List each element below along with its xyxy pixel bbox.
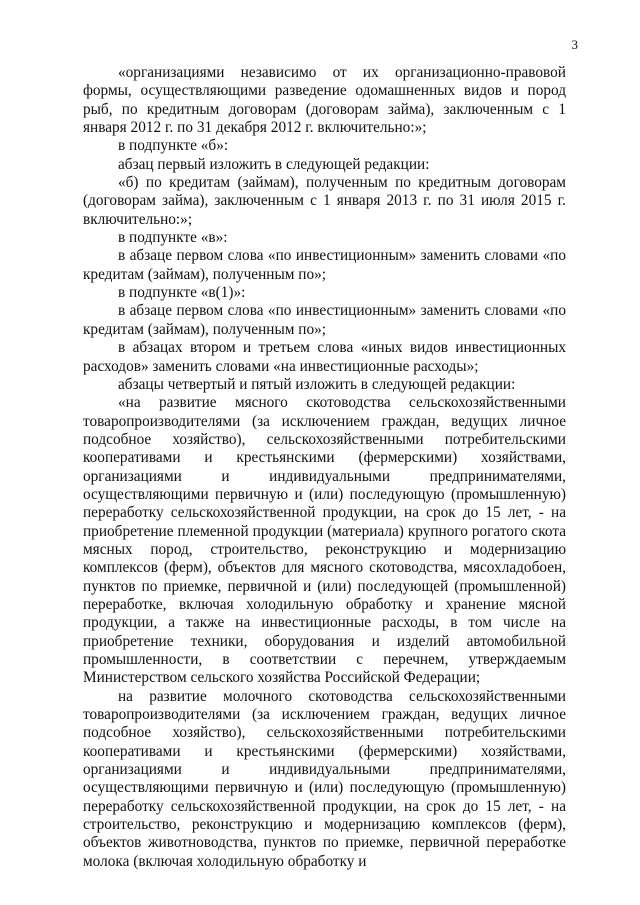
paragraph: «б) по кредитам (займам), полученным по кредитным договорам (договорам займа), заключенным с 1 января 2013 г. по 31 июля 2015 г. включительно:»; (83, 174, 566, 228)
paragraph: «организациями независимо от их организационно-правовой формы, осуществляющими разведение одомашненных видов и пород рыб, по кредитным договорам (договорам займа), заключенным с 1 января 2012 г. по 31 декабря 2012 г. включительно:»; (83, 64, 566, 137)
paragraph: в абзаце первом слова «по инвестиционным» заменить словами «по кредитам (займам), полученным по»; (83, 302, 566, 338)
paragraph: в абзацах втором и третьем слова «иных видов инвестиционных расходов» заменить словами «на инвестиционные расходы»; (83, 339, 566, 375)
paragraph: абзацы четвертый и пятый изложить в следующей редакции: (118, 375, 516, 393)
paragraph: в подпункте «б»: (118, 137, 229, 155)
paragraph: в абзаце первом слова «по инвестиционным» заменить словами «по кредитам (займам), полученным по»; (83, 247, 566, 283)
body-text (83, 64, 566, 871)
paragraph: «на развитие мясного скотоводства сельскохозяйственными товаропроизводителями (за исключением граждан, ведущих личное подсобное хозяйство), сельскохозяйственными потребительскими кооперативами и крестьянскими (фермерскими) хозяйствами, организациями и индивидуальными предпринимателями, осуществляющими первичную и (или) последующую (промышленную) переработку сельскохозяйственной продукции, на срок до 15 лет, - на приобретение племенной продукции (материала) крупного рогатого скота мясных пород, строительство, реконструкцию и модернизацию комплексов (ферм), объектов для мясного скотоводства, мясохладобоен, пунктов по приемке, первичной и (или) последующей (промышленной) переработке, включая холодильную обработку и хранение мясной продукции, а также на инвестиционные расходы, в том числе на приобретение техники, оборудования и изделий автомобильной промышленности, в соответствии с перечнем, утверждаемым Министерством сельского хозяйства Российской Федерации; (83, 394, 566, 687)
paragraph: абзац первый изложить в следующей редакции: (118, 155, 430, 173)
paragraph: в подпункте «в»: (118, 229, 228, 247)
page-number: 3 (571, 37, 578, 52)
paragraph: в подпункте «в(1)»: (118, 284, 246, 302)
paragraph: на развитие молочного скотоводства сельскохозяйственными товаропроизводителями (за исключением граждан, ведущих личное подсобное хозяйство), сельскохозяйственными потребительскими кооперативами и крестьянскими (фермерскими) хозяйствами, организациями и индивидуальными предпринимателями, осуществляющими первичную и (или) последующую (промышленную) переработку сельскохозяйственной продукции, на срок до 15 лет, - на строительство, реконструкцию и модернизацию комплексов (ферм), объектов животноводства, пунктов по приемке, первичной переработке молока (включая холодильную обработку и (83, 687, 566, 870)
